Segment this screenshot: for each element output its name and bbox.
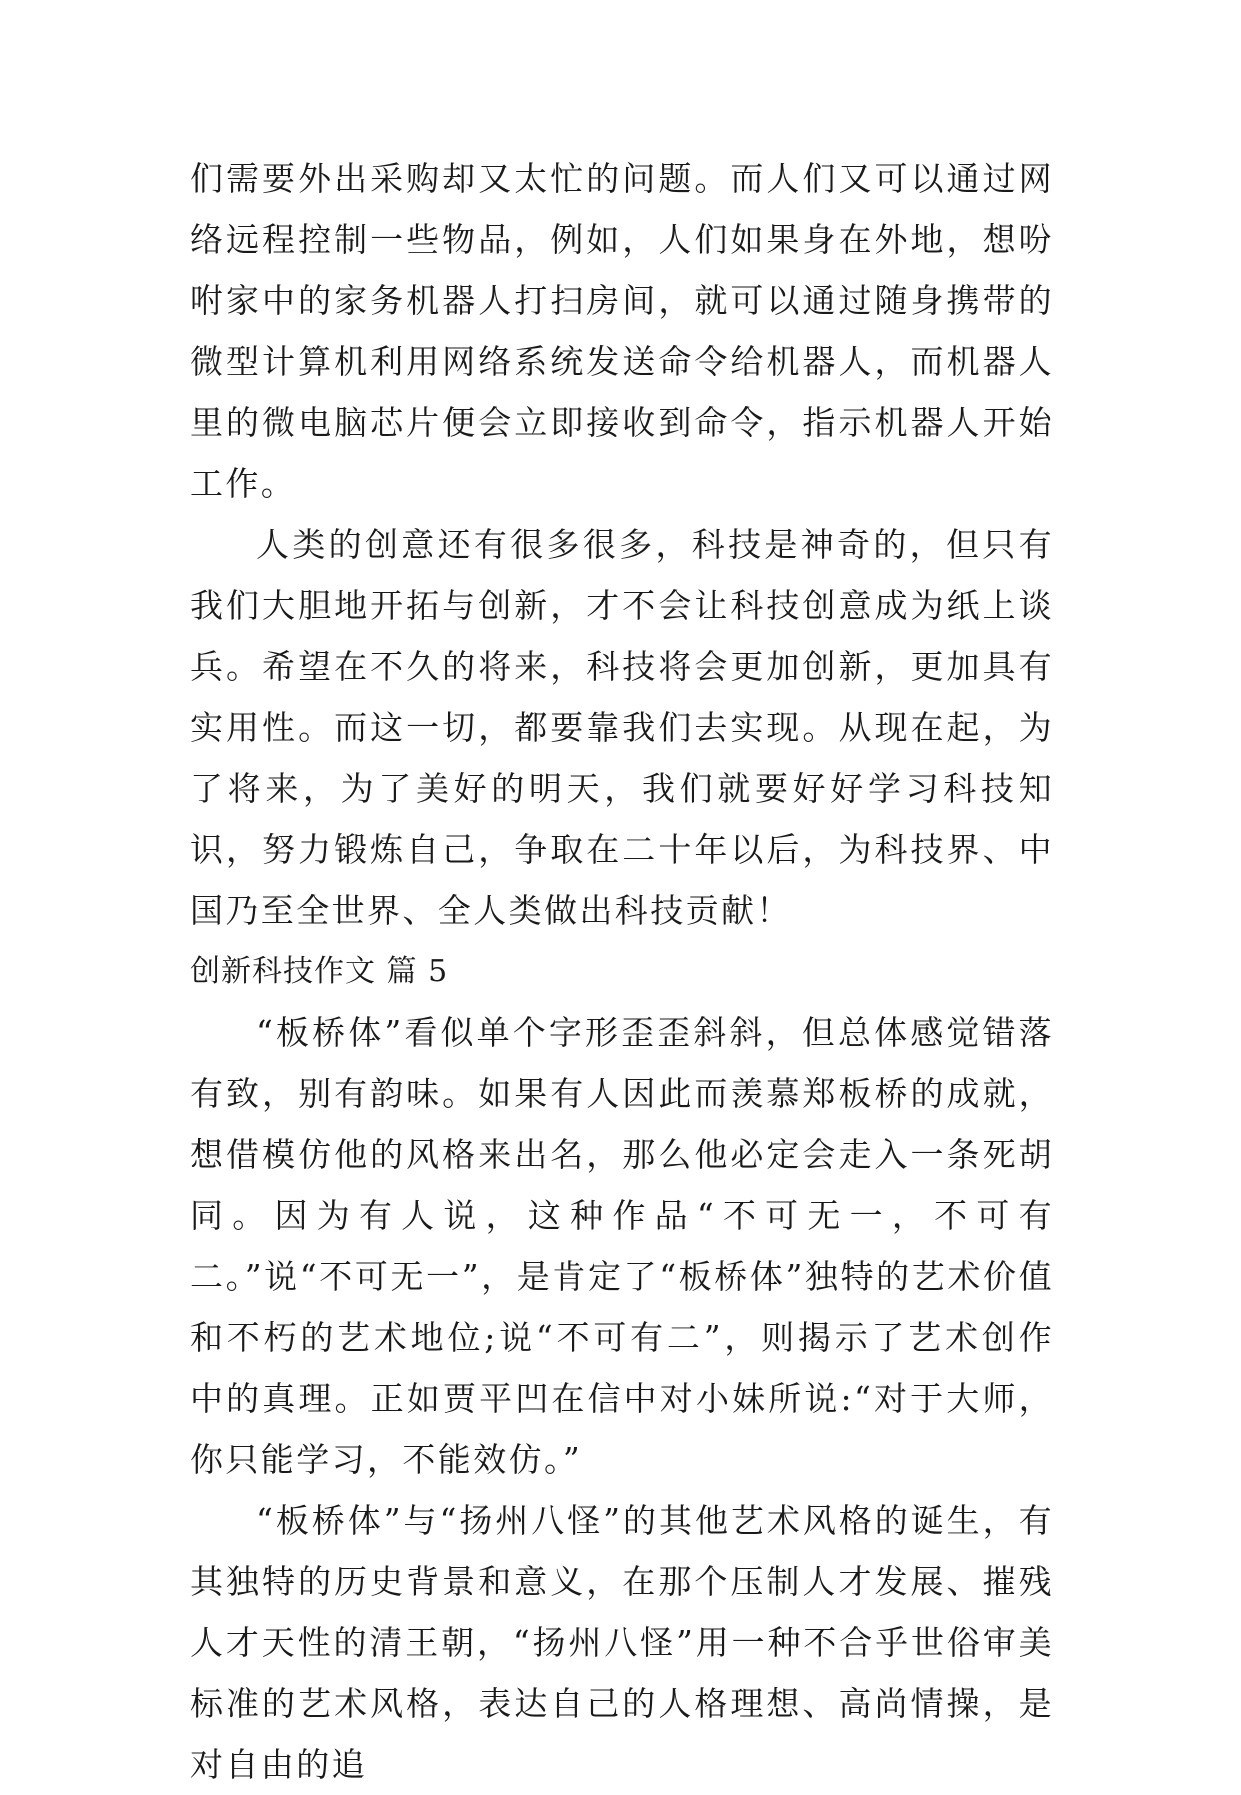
paragraph-remote-control: 们需要外出采购却又太忙的问题。而人们又可以通过网络远程控制一些物品，例如，人们如果身在外地，想吩咐家中的家务机器人打扫房间，就可以通过随身携带的微型计算机利用网络系统发送命令给机器人，而机器人里的微电脑芯片便会立即接收到命令，指示机器人开始工作。: [190, 159, 1054, 503]
paragraph-yangzhou-eight: “板桥体”与“扬州八怪”的其他艺术风格的诞生，有其独特的历史背景和意义，在那个压制人才发展、摧残人才天性的清王朝，“扬州八怪”用一种不合乎世俗审美标准的艺术风格，表达自己的人格理想、高尚情操，是对自由的追: [190, 1501, 1054, 1784]
paragraph-banqiao-style: “板桥体”看似单个字形歪歪斜斜，但总体感觉错落有致，别有韵味。如果有人因此而羡慕郑板桥的成就，想借模仿他的风格来出名，那么他必定会走入一条死胡同。因为有人说，这种作品“不可无一，不可有二。”说“不可无一”，是肯定了“板桥体”独特的艺术价值和不朽的艺术地位;说“不可有二”，则揭示了艺术创作中的真理。正如贾平凹在信中对小妹所说:“对于大师，你只能学习，不能效仿。”: [190, 1013, 1054, 1479]
paragraph-creativity: 人类的创意还有很多很多，科技是神奇的，但只有我们大胆地开拓与创新，才不会让科技创意成为纸上谈兵。希望在不久的将来，科技将会更加创新，更加具有实用性。而这一切，都要靠我们去实现。从现在起，为了将来，为了美好的明天，我们就要好好学习科技知识，努力锻炼自己，争取在二十年以后，为科技界、中国乃至全世界、全人类做出科技贡献！: [190, 525, 1054, 930]
document-page: [190, 148, 1054, 1795]
section-heading: 创新科技作文 篇 5: [190, 954, 449, 989]
